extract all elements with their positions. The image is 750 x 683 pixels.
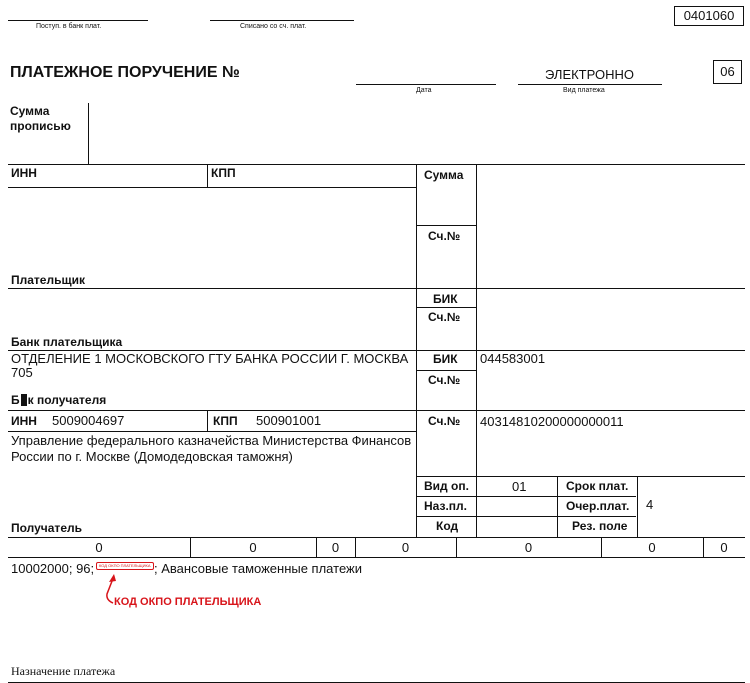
- recipient-inn-line: [8, 431, 416, 432]
- purpose-text: ; Авансовые таможенные платежи: [154, 561, 362, 576]
- operation-divider-1: [557, 476, 558, 537]
- payer-kpp-divider: [207, 164, 208, 187]
- rez-label: Рез. поле: [572, 519, 628, 533]
- scan-blot: [21, 394, 27, 406]
- recipient-inn-label: ИНН: [11, 414, 37, 428]
- date-label: Дата: [416, 87, 432, 94]
- kod-label: Код: [436, 519, 459, 533]
- budget-field-basis: 0: [331, 540, 340, 555]
- recipient-bank-bik-label: БИК: [433, 352, 458, 366]
- payer-bank-bik-line: [416, 307, 476, 308]
- recipient-kpp-value: 500901001: [256, 413, 322, 428]
- recipient-bank-name-line-1: ОТДЕЛЕНИЕ 1 МОСКОВСКОГО ГТУ БАНКА РОССИИ Г. МОСКВА: [11, 351, 409, 366]
- naz-pl-label: Наз.пл.: [424, 499, 467, 513]
- operation-top-line: [416, 476, 745, 477]
- payer-bottom-line: [8, 288, 745, 289]
- budget-field-kbk: 0: [95, 540, 103, 555]
- main-col-line-2: [476, 164, 477, 537]
- recipient-bank-account-label: Сч.№: [428, 373, 461, 387]
- recipient-inn-value: 5009004697: [52, 413, 125, 428]
- budget-field-doc-date: 0: [648, 540, 656, 555]
- row-line-1: [8, 164, 745, 165]
- status-code: 06: [713, 60, 742, 84]
- amount-words-label-2: прописью: [10, 119, 71, 133]
- recipient-account-label: Сч.№: [428, 414, 461, 428]
- budget-field-period: 0: [401, 540, 410, 555]
- srok-label: Срок плат.: [566, 479, 629, 493]
- vid-op-label: Вид оп.: [424, 479, 469, 493]
- amount-words-label-1: Сумма: [10, 104, 50, 118]
- recipient-bank-label-rest: к получателя: [27, 393, 107, 407]
- recipient-bank-bik-value: 044583001: [480, 351, 546, 366]
- page-title: ПЛАТЕЖНОЕ ПОРУЧЕНИЕ №: [10, 64, 240, 81]
- payer-label: Плательщик: [11, 273, 85, 287]
- debited-line: [210, 20, 354, 21]
- sum-label: Сумма: [424, 168, 464, 182]
- recipient-bank-bottom-line: [8, 410, 745, 411]
- recipient-bank-name-line-2: 705: [11, 365, 33, 380]
- okpo-stamp: КОД ОКПО ПЛАТЕЛЬЩИКА: [96, 562, 154, 570]
- payment-type-value: ЭЛЕКТРОННО: [545, 67, 635, 82]
- annotation-arrow-head: [109, 574, 116, 582]
- purpose-label: Назначение платежа: [11, 664, 116, 678]
- budget-field-doc-number: 0: [524, 540, 533, 555]
- recipient-name-line-1: Управление федерального казначейства Министерства Финансов: [11, 433, 412, 448]
- recipient-bottom-line: [8, 537, 745, 538]
- operation-line-2: [416, 496, 636, 497]
- recipient-name-line-2: России по г. Москве (Домодедовская таможня): [11, 449, 293, 464]
- received-line: [8, 20, 148, 21]
- payer-bank-label: Банк плательщика: [11, 335, 123, 349]
- payment-type-label: Вид платежа: [563, 87, 605, 94]
- payer-kpp-label: КПП: [211, 166, 236, 180]
- ocher-value: 4: [646, 497, 654, 512]
- operation-line-3: [416, 516, 636, 517]
- okpo-annotation: КОД ОКПО ПЛАТЕЛЬЩИКА: [114, 596, 262, 608]
- payer-bank-bik-label: БИК: [433, 292, 458, 306]
- amount-words-divider: [88, 103, 89, 164]
- inn-kpp-line: [8, 187, 416, 188]
- recipient-bank-label: [11, 393, 106, 407]
- sum-account-divider: [416, 225, 476, 226]
- recipient-kpp-divider: [207, 410, 208, 431]
- budget-field-type: 0: [720, 540, 728, 555]
- received-label: Поступ. в банк плат.: [36, 23, 102, 30]
- date-line: [356, 84, 496, 85]
- recipient-bank-label-prefix: Б: [11, 393, 20, 407]
- budget-bottom-line: [8, 557, 745, 558]
- recipient-account-value: 40314810200000000011: [480, 414, 624, 429]
- payer-inn-label: ИНН: [11, 166, 37, 180]
- operation-divider-2: [637, 476, 638, 537]
- recipient-label: Получатель: [11, 521, 82, 535]
- ocher-label: Очер.плат.: [566, 499, 630, 513]
- recipient-bank-bik-line: [416, 370, 476, 371]
- payer-account-label: Сч.№: [428, 229, 461, 243]
- purpose-code-prefix: 10002000; 96;: [11, 561, 95, 576]
- payer-bank-account-label: Сч.№: [428, 310, 461, 324]
- form-code: 0401060: [674, 6, 744, 26]
- vid-op-value: 01: [512, 479, 527, 494]
- main-col-line-1: [416, 164, 417, 537]
- recipient-kpp-label: КПП: [213, 414, 238, 428]
- payment-type-line: [518, 84, 662, 85]
- debited-label: Списано со сч. плат.: [240, 23, 307, 30]
- budget-field-oktmo: 0: [249, 540, 257, 555]
